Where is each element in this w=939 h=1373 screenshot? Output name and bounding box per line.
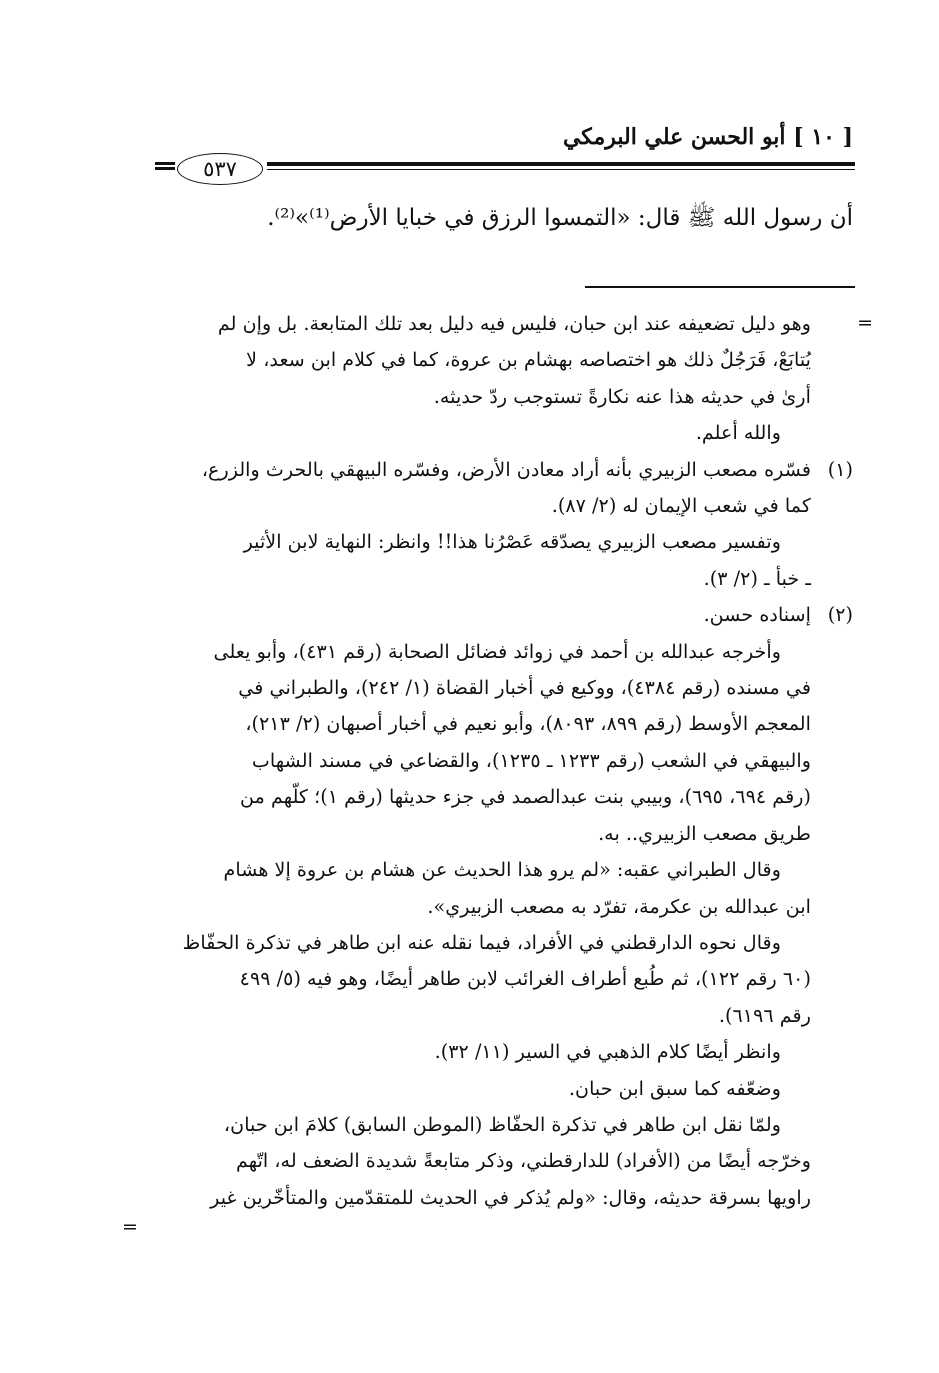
footnotes bbox=[135, 306, 853, 1216]
header-rule-bars bbox=[155, 162, 175, 172]
footnote-line: إسناده حسن. bbox=[703, 603, 811, 627]
continuation-marker: = bbox=[857, 312, 873, 334]
footnote-line: والبيهقي في الشعب (رقم ١٢٣٣ ـ ١٢٣٥)، والقضاعي في مسند الشهاب bbox=[251, 748, 811, 772]
footnote-line: وقال الطبراني عقبه: «لم يرو هذا الحديث عن هشام بن عروة إلا هشام bbox=[223, 858, 781, 882]
header-rule bbox=[155, 148, 855, 188]
footnote-divider bbox=[585, 286, 855, 288]
footnote-line: طريق مصعب الزبيري.. به. bbox=[598, 821, 811, 845]
footnote-line: وانظر أيضًا كلام الذهبي في السير (١١/ ٣٢). bbox=[434, 1040, 781, 1064]
footnote-line: (٦٠ رقم ١٢٢)، ثم طُبع أطراف الغرائب لابن طاهر أيضًا، وهو فيه (٥/ ٤٩٩ bbox=[239, 967, 811, 991]
footnote-line: المعجم الأوسط (رقم ٨٩٩، ٨٠٩٣)، وأبو نعيم في أخبار أصبهان (٢/ ٢١٣)، bbox=[245, 712, 811, 736]
footnote-line: ولمّا نقل ابن طاهر في تذكرة الحفّاظ (الموطن السابق) كلامَ ابن حبان، bbox=[223, 1112, 781, 1136]
footnote-line: ـ خبأ ـ (٢/ ٣). bbox=[703, 566, 811, 590]
footnote-line: أرىٰ في حديثه هذا عنه نكارةً تستوجب ردّ حديثه. bbox=[433, 384, 811, 408]
running-head: [ ١٠ ] أبو الحسن علي البرمكي bbox=[562, 124, 853, 150]
footnote-number: (٢) bbox=[827, 603, 853, 627]
footnote-line: في مسنده (رقم ٤٣٨٤)، ووكيع في أخبار القضاة (١/ ٢٤٢)، والطبراني في bbox=[238, 676, 811, 700]
footnote-line: فسّره مصعب الزبيري بأنه أراد معادن الأرض، وفسّره البيهقي بالحرث والزرع، bbox=[201, 457, 811, 481]
footnote-1 bbox=[135, 452, 853, 488]
footnote-line: راويها بسرقة حديثه، وقال: «ولم يُذكر في الحديث للمتقدّمين والمتأخّرين غير bbox=[210, 1185, 811, 1209]
header-rule-thin bbox=[267, 169, 855, 170]
footnote-line: وضعّفه كما سبق ابن حبان. bbox=[568, 1076, 781, 1100]
footnote-line: كما في شعب الإيمان له (٢/ ٨٧). bbox=[551, 494, 811, 518]
header-rule-thick bbox=[267, 162, 855, 166]
continuation-marker-end: = bbox=[122, 1216, 138, 1238]
footnote-line: رقم ٦١٩٦). bbox=[718, 1003, 811, 1027]
footnote-line: ابن عبدالله بن عكرمة، تفرّد به مصعب الزبيري». bbox=[427, 894, 811, 918]
footnote-line: وهو دليل تضعيفه عند ابن حبان، فليس فيه دليل بعد تلك المتابعة. بل وإن لم bbox=[217, 312, 811, 335]
footnote-2 bbox=[135, 597, 853, 633]
page-number: ٥٣٧ bbox=[177, 153, 263, 185]
main-text: أن رسول الله ﷺ قال: «التمسوا الرزق في خبايا الأرض⁽¹⁾»⁽²⁾. bbox=[267, 205, 853, 231]
footnote-number: (١) bbox=[827, 457, 853, 481]
footnote-line: وأخرجه عبدالله بن أحمد في زوائد فضائل الصحابة (رقم ٤٣١)، وأبو يعلى bbox=[213, 639, 781, 663]
footnote-line: وتفسير مصعب الزبيري يصدّقه عَصْرُنا هذا!! وانظر: النهاية لابن الأثير bbox=[243, 530, 781, 554]
footnote-line: وقال نحوه الدارقطني في الأفراد، فيما نقله عنه ابن طاهر في تذكرة الحفّاظ bbox=[182, 930, 781, 954]
footnote-line: (رقم ٦٩٤، ٦٩٥)، وبيبي بنت عبدالصمد في جزء حديثها (رقم ١)؛ كلّهم من bbox=[239, 785, 811, 809]
footnote-line: والله أعلم. bbox=[695, 421, 781, 445]
footnote-line: وخرّجه أيضًا من (الأفراد) للدارقطني، وذكر متابعةً شديدة الضعف له، اتّهم bbox=[235, 1149, 811, 1173]
footnote-line: يُتابَعْ، فَرَجُلٌ ذلك هو اختصاصه بهشام بن عروة، كما في كلام ابن سعد، لا bbox=[246, 348, 811, 372]
